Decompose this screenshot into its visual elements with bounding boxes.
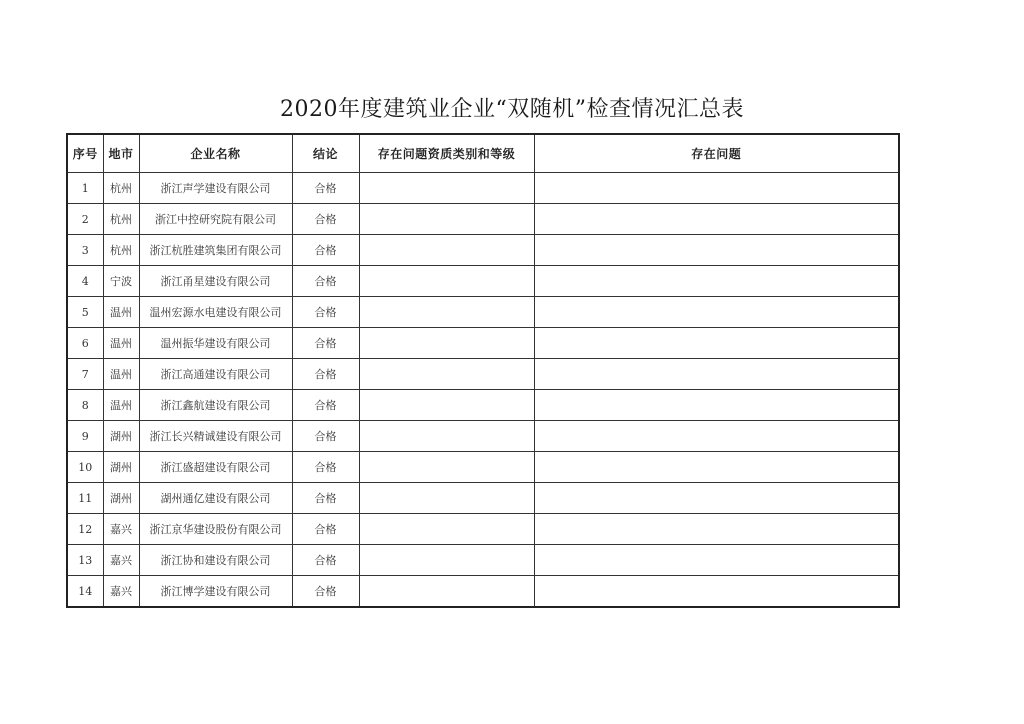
cell-company: 温州宏源水电建设有限公司: [139, 297, 292, 328]
cell-company: 浙江杭胜建筑集团有限公司: [139, 235, 292, 266]
cell-issues: [534, 483, 899, 514]
cell-issues: [534, 204, 899, 235]
table-row: [67, 421, 899, 452]
cell-company: 浙江京华建设股份有限公司: [139, 514, 292, 545]
cell-issues: [534, 297, 899, 328]
cell-issues: [534, 359, 899, 390]
cell-index: 1: [67, 173, 103, 204]
cell-company: 浙江协和建设有限公司: [139, 545, 292, 576]
cell-index: 11: [67, 483, 103, 514]
cell-issues: [534, 576, 899, 608]
table-row: [67, 452, 899, 483]
summary-table: [66, 133, 900, 608]
cell-qualification-issue: [359, 421, 534, 452]
cell-issues: [534, 390, 899, 421]
cell-conclusion: 合格: [292, 576, 359, 608]
header-index: 序号: [67, 134, 103, 173]
cell-conclusion: 合格: [292, 297, 359, 328]
cell-city: 湖州: [103, 483, 139, 514]
cell-index: 5: [67, 297, 103, 328]
cell-index: 13: [67, 545, 103, 576]
header-qualification-issue: 存在问题资质类别和等级: [359, 134, 534, 173]
table-row: [67, 390, 899, 421]
cell-conclusion: 合格: [292, 328, 359, 359]
cell-city: 杭州: [103, 204, 139, 235]
table-row: [67, 297, 899, 328]
cell-issues: [534, 235, 899, 266]
header-city: 地市: [103, 134, 139, 173]
cell-company: 浙江盛超建设有限公司: [139, 452, 292, 483]
cell-city: 嘉兴: [103, 576, 139, 608]
cell-company: 湖州通亿建设有限公司: [139, 483, 292, 514]
table-row: [67, 545, 899, 576]
cell-issues: [534, 173, 899, 204]
cell-qualification-issue: [359, 297, 534, 328]
table-body: [67, 173, 899, 608]
table-row: [67, 266, 899, 297]
cell-city: 嘉兴: [103, 514, 139, 545]
table-row: [67, 359, 899, 390]
cell-index: 12: [67, 514, 103, 545]
table-row: [67, 576, 899, 608]
cell-conclusion: 合格: [292, 514, 359, 545]
cell-issues: [534, 452, 899, 483]
cell-conclusion: 合格: [292, 266, 359, 297]
cell-conclusion: 合格: [292, 452, 359, 483]
cell-city: 嘉兴: [103, 545, 139, 576]
cell-qualification-issue: [359, 328, 534, 359]
cell-index: 7: [67, 359, 103, 390]
cell-qualification-issue: [359, 204, 534, 235]
cell-city: 杭州: [103, 235, 139, 266]
cell-conclusion: 合格: [292, 173, 359, 204]
cell-qualification-issue: [359, 390, 534, 421]
cell-company: 温州振华建设有限公司: [139, 328, 292, 359]
cell-qualification-issue: [359, 359, 534, 390]
table-row: [67, 204, 899, 235]
cell-conclusion: 合格: [292, 235, 359, 266]
cell-issues: [534, 545, 899, 576]
cell-qualification-issue: [359, 545, 534, 576]
cell-city: 杭州: [103, 173, 139, 204]
cell-conclusion: 合格: [292, 390, 359, 421]
cell-conclusion: 合格: [292, 204, 359, 235]
cell-index: 3: [67, 235, 103, 266]
cell-index: 10: [67, 452, 103, 483]
cell-issues: [534, 266, 899, 297]
table-row: [67, 328, 899, 359]
cell-index: 9: [67, 421, 103, 452]
cell-index: 8: [67, 390, 103, 421]
table-row: [67, 235, 899, 266]
cell-company: 浙江鑫航建设有限公司: [139, 390, 292, 421]
cell-issues: [534, 514, 899, 545]
cell-company: 浙江甬星建设有限公司: [139, 266, 292, 297]
cell-qualification-issue: [359, 514, 534, 545]
cell-city: 湖州: [103, 452, 139, 483]
cell-company: 浙江声学建设有限公司: [139, 173, 292, 204]
cell-city: 温州: [103, 359, 139, 390]
cell-company: 浙江长兴精诚建设有限公司: [139, 421, 292, 452]
table-row: [67, 173, 899, 204]
cell-qualification-issue: [359, 576, 534, 608]
cell-city: 温州: [103, 390, 139, 421]
header-company: 企业名称: [139, 134, 292, 173]
cell-index: 14: [67, 576, 103, 608]
cell-conclusion: 合格: [292, 421, 359, 452]
cell-qualification-issue: [359, 235, 534, 266]
cell-index: 4: [67, 266, 103, 297]
cell-qualification-issue: [359, 173, 534, 204]
cell-city: 温州: [103, 328, 139, 359]
cell-qualification-issue: [359, 266, 534, 297]
cell-qualification-issue: [359, 483, 534, 514]
header-row: [67, 134, 899, 173]
cell-city: 温州: [103, 297, 139, 328]
header-conclusion: 结论: [292, 134, 359, 173]
page-title: 2020年度建筑业企业“双随机”检查情况汇总表: [280, 97, 744, 122]
cell-company: 浙江博学建设有限公司: [139, 576, 292, 608]
cell-company: 浙江中控研究院有限公司: [139, 204, 292, 235]
cell-index: 2: [67, 204, 103, 235]
cell-city: 宁波: [103, 266, 139, 297]
table-header: [67, 134, 899, 173]
header-issues: 存在问题: [534, 134, 899, 173]
table-row: [67, 483, 899, 514]
cell-conclusion: 合格: [292, 483, 359, 514]
cell-company: 浙江高通建设有限公司: [139, 359, 292, 390]
cell-conclusion: 合格: [292, 359, 359, 390]
cell-issues: [534, 328, 899, 359]
cell-issues: [534, 421, 899, 452]
cell-qualification-issue: [359, 452, 534, 483]
cell-index: 6: [67, 328, 103, 359]
cell-city: 湖州: [103, 421, 139, 452]
cell-conclusion: 合格: [292, 545, 359, 576]
table-row: [67, 514, 899, 545]
